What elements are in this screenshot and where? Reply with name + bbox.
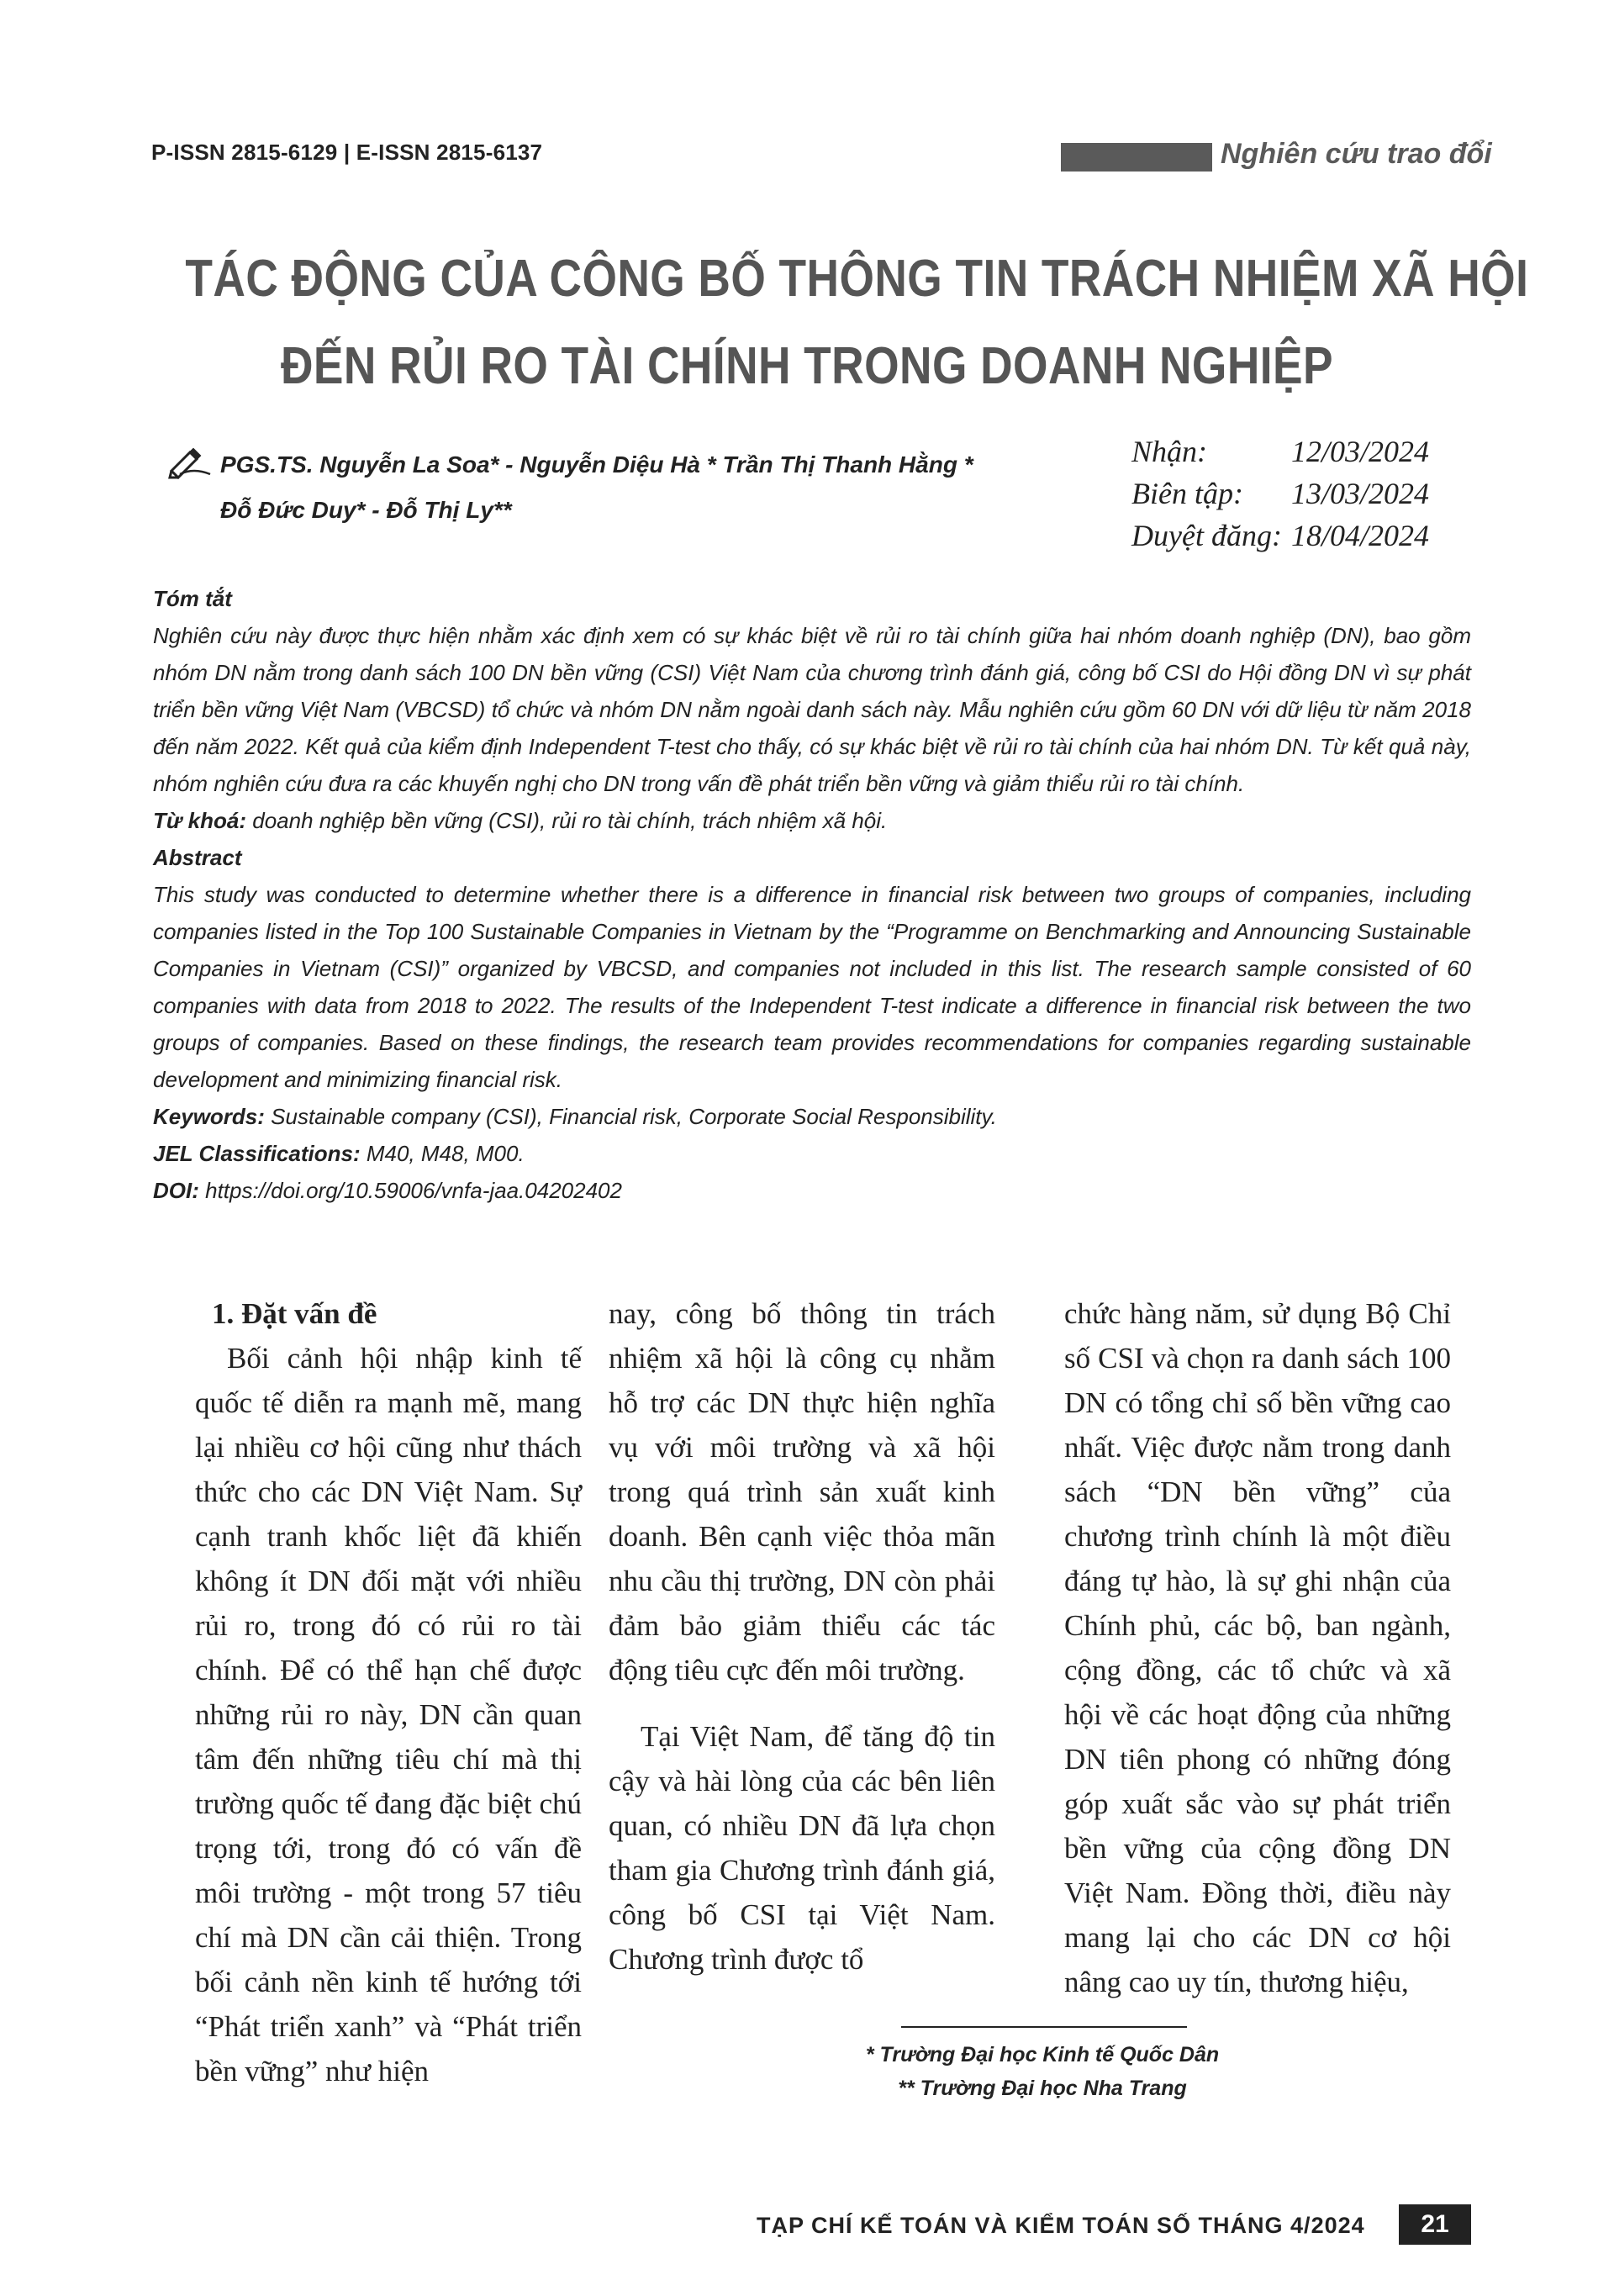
body-column-2 [609,1291,995,1982]
date-label: Biên tập: [1131,477,1243,510]
abstract-en-heading: Abstract [153,845,242,870]
authors-line-1: PGS.TS. Nguyễn La Soa* - Nguyễn Diệu Hà * Trần Thị Thanh Hằng * [220,451,973,478]
doi [153,1172,1471,1209]
abstract-vi-heading: Tóm tắt [153,586,232,611]
body-paragraph: chức hàng năm, sử dụng Bộ Chỉ số CSI và chọn ra danh sách 100 DN có tổng chỉ số bền vững cao nhất. Việc được nằm trong danh sách “DN bền vững” của chương trình chính là một điều đáng tự hào, là sự ghi nhận của Chính phủ, các bộ, ban ngành, cộng đồng, các tổ chức và xã hội về các hoạt động của những DN tiên phong có những đóng góp xuất sắc vào sự phát triển bền vững của cộng đồng DN Việt Nam. Đồng thời, điều này mang lại cho các DN cơ hội nâng cao uy tín, thương hiệu, [1064,1297,1451,1998]
abstract-vi-text: Nghiên cứu này được thực hiện nhằm xác định xem có sự khác biệt về rủi ro tài chính giữa hai nhóm doanh nghiệp (DN), bao gồm nhóm DN nằm trong danh sách 100 DN bền vững (CSI) Việt Nam của chương trình đánh giá, công bố CSI do Hội đồng DN vì sự phát triển bền vững Việt Nam (VBCSD) tổ chức và nhóm DN nằm ngoài danh sách này. Mẫu nghiên cứu gồm 60 DN với dữ liệu từ năm 2018 đến năm 2022. Kết quả của kiểm định Independent T-test cho thấy, có sự khác biệt về rủi ro tài chính của hai nhóm DN. Từ kết quả này, nhóm nghiên cứu đưa ra các khuyến nghị cho DN trong vấn đề phát triển bền vững và giảm thiểu rủi ro tài chính. [153,623,1471,796]
date-approved [1131,515,1485,557]
jel-text: M40, M48, M00. [366,1141,525,1166]
keywords-en-label: Keywords: [153,1104,265,1129]
keywords-en [153,1098,1471,1135]
date-value: 18/04/2024 [1291,519,1430,552]
issn-line: P-ISSN 2815-6129 | E-ISSN 2815-6137 [151,140,543,165]
footnotes [841,2038,1244,2105]
authors [168,442,973,533]
abstract-en-text: This study was conducted to determine whether there is a difference in financial risk between two groups of companies, including companies listed in the Top 100 Sustainable Companies in Vietnam by the “Programme on Benchmarking and Announcing Sustainable Companies in Vietnam (CSI)” organized by VBCSD, and companies not included in this list. The research sample consisted of 60 companies with data from 2018 to 2022. The results of the Independent T-test indicate a difference in financial risk between the two groups of companies. Based on these findings, the research team provides recommendations for companies regarding sustainable development and minimizing financial risk. [153,882,1471,1092]
title-line-2: ĐẾN RỦI RO TÀI CHÍNH TRONG DOANH NGHIỆP [280,337,1334,395]
keywords-vi [153,802,1471,839]
date-label: Nhận: [1131,435,1207,468]
keywords-en-text: Sustainable company (CSI), Financial risk, Corporate Social Responsibility. [271,1104,997,1129]
date-value: 13/03/2024 [1291,477,1430,510]
jel-label: JEL Classifications: [153,1141,361,1166]
keywords-vi-label: Từ khoá: [153,808,247,833]
body-paragraph: nay, công bố thông tin trách nhiệm xã hội là công cụ nhằm hỗ trợ các DN thực hiện nghĩa vụ với môi trường và xã hội trong quá trình sản xuất kinh doanh. Bên cạnh việc thỏa mãn nhu cầu thị trường, DN còn phải đảm bảo giảm thiểu các tác động tiêu cực đến môi trường. [609,1297,995,1686]
keywords-vi-text: doanh nghiệp bền vững (CSI), rủi ro tài chính, trách nhiệm xã hội. [252,808,888,833]
section-heading: 1. Đặt vấn đề [212,1297,377,1330]
footnote-2: ** Trường Đại học Nha Trang [898,2077,1187,2100]
dates-panel [1131,430,1485,557]
date-value: 12/03/2024 [1291,435,1430,468]
authors-line-2: Đỗ Đức Duy* - Đỗ Thị Ly** [220,497,512,523]
date-received [1131,430,1485,472]
footnote-rule [901,2026,1187,2028]
doi-link[interactable]: https://doi.org/10.59006/vnfa-jaa.04202402 [205,1178,622,1203]
article-title [185,235,1529,410]
doi-label: DOI: [153,1178,199,1203]
body-column-1 [195,1291,582,2093]
title-line-1: TÁC ĐỘNG CỦA CÔNG BỐ THÔNG TIN TRÁCH NHIỆM XÃ HỘI [185,250,1529,308]
page-number: 21 [1399,2204,1471,2245]
body-column-3 [1064,1291,1451,2004]
journal-footer: TẠP CHÍ KẾ TOÁN VÀ KIỂM TOÁN SỐ THÁNG 4/2024 [757,2213,1365,2238]
body-paragraph: Tại Việt Nam, để tăng độ tin cậy và hài lòng của các bên liên quan, có nhiều DN đã lựa chọn tham gia Chương trình đánh giá, công bố CSI tại Việt Nam. Chương trình được tổ [609,1720,995,1976]
footnote-1: * Trường Đại học Kinh tế Quốc Dân [865,2043,1220,2066]
jel-classifications [153,1135,1471,1172]
abstract-block [153,580,1471,1209]
date-edited [1131,472,1485,515]
date-label: Duyệt đăng: [1131,519,1282,552]
section-bar [1061,143,1212,172]
section-label: Nghiên cứu trao đổi [1221,138,1492,170]
body-paragraph: Bối cảnh hội nhập kinh tế quốc tế diễn ra mạnh mẽ, mang lại nhiều cơ hội cũng như thách thức cho các DN Việt Nam. Sự cạnh tranh khốc liệt đã khiến không ít DN đối mặt với nhiều rủi ro, trong đó có rủi ro tài chính. Để có thể hạn chế được những rủi ro này, DN cần quan tâm đến những tiêu chí mà thị trường quốc tế đang đặc biệt chú trọng tới, trong đó có vấn đề môi trường - một trong 57 tiêu chí mà DN cần cải thiện. Trong bối cảnh nền kinh tế hướng tới “Phát triển xanh” và “Phát triển bền vững” như hiện [195,1342,582,2088]
